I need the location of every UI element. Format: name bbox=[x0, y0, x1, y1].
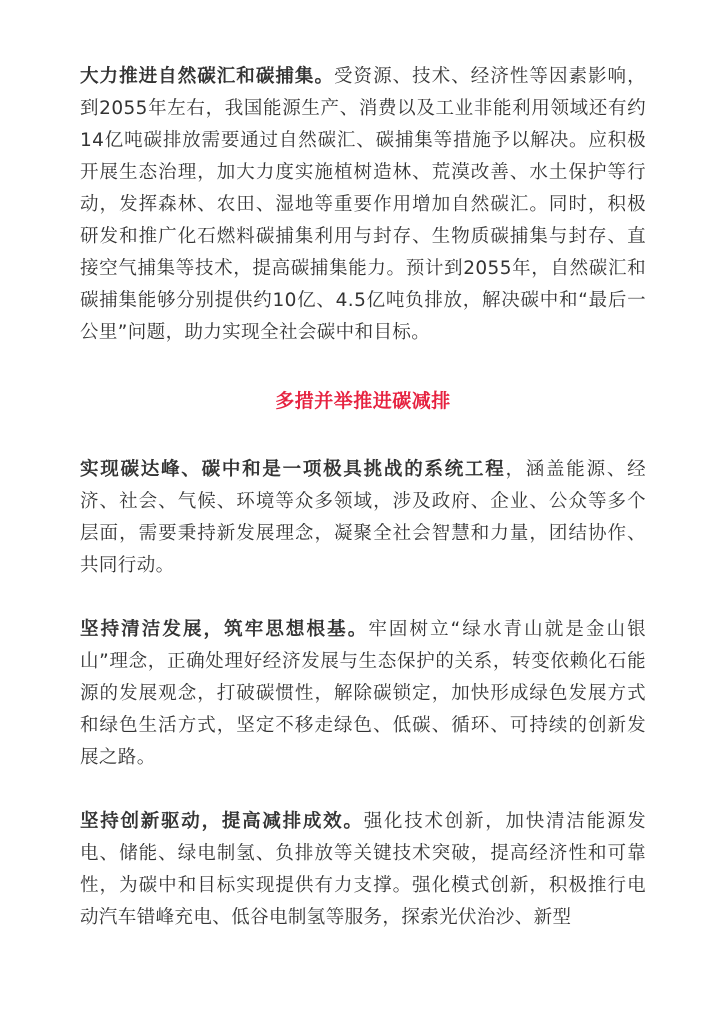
paragraph-lead: 实现碳达峰、碳中和是一项极具挑战的系统工程 bbox=[80, 459, 506, 480]
paragraph-body: 强化技术创新，加快清洁能源发电、储能、绿电制氢、负排放等关键技术突破，提高经济性和可靠性，为碳中和目标实现提供有力支撑。强化模式创新，积极推行电动汽车错峰充电、低谷电制氢等服务，探索光伏治沙、新型 bbox=[80, 811, 646, 928]
paragraph-carbon-sink bbox=[80, 61, 646, 349]
paragraph-body: 牢固树立“绿水青山就是金山银山”理念，正确处理好经济发展与生态保护的关系，转变依赖化石能源的发展观念，打破碳惯性，解除碳锁定，加快形成绿色发展方式和绿色生活方式，坚定不移走绿色、低碳、循环、可持续的创新发展之路。 bbox=[80, 619, 647, 768]
section-heading: 多措并举推进碳减排 bbox=[275, 390, 451, 412]
paragraph-lead: 坚持清洁发展，筑牢思想根基。 bbox=[80, 619, 369, 640]
paragraph-lead: 坚持创新驱动，提高减排成效。 bbox=[80, 811, 364, 832]
paragraph-body: ，涵盖能源、经济、社会、气候、环境等众多领域，涉及政府、企业、公众等多个层面，需要秉持新发展理念，凝聚全社会智慧和力量，团结协作、共同行动。 bbox=[80, 459, 646, 576]
paragraph-systematic-project bbox=[80, 454, 646, 582]
paragraph-body: 受资源、技术、经济性等因素影响，到2055年左右，我国能源生产、消费以及工业非能利用领域还有约14亿吨碳排放需要通过自然碳汇、碳捕集等措施予以解决。应积极开展生态治理，加大力度实施植树造林、荒漠改善、水土保护等行动，发挥森林、农田、湿地等重要作用增加自然碳汇。同时，积极研发和推广化石燃料碳捕集利用与封存、生物质碳捕集与封存、直接空气捕集等技术，提高碳捕集能力。预计到2055年，自然碳汇和碳捕集能够分别提供约10亿、4.5亿吨负排放，解决碳中和“最后一公里”问题，助力实现全社会碳中和目标。 bbox=[80, 66, 647, 343]
paragraph-lead: 大力推进自然碳汇和碳捕集。 bbox=[80, 66, 335, 87]
paragraph-clean-development bbox=[80, 614, 646, 774]
paragraph-innovation-driven bbox=[80, 806, 646, 934]
